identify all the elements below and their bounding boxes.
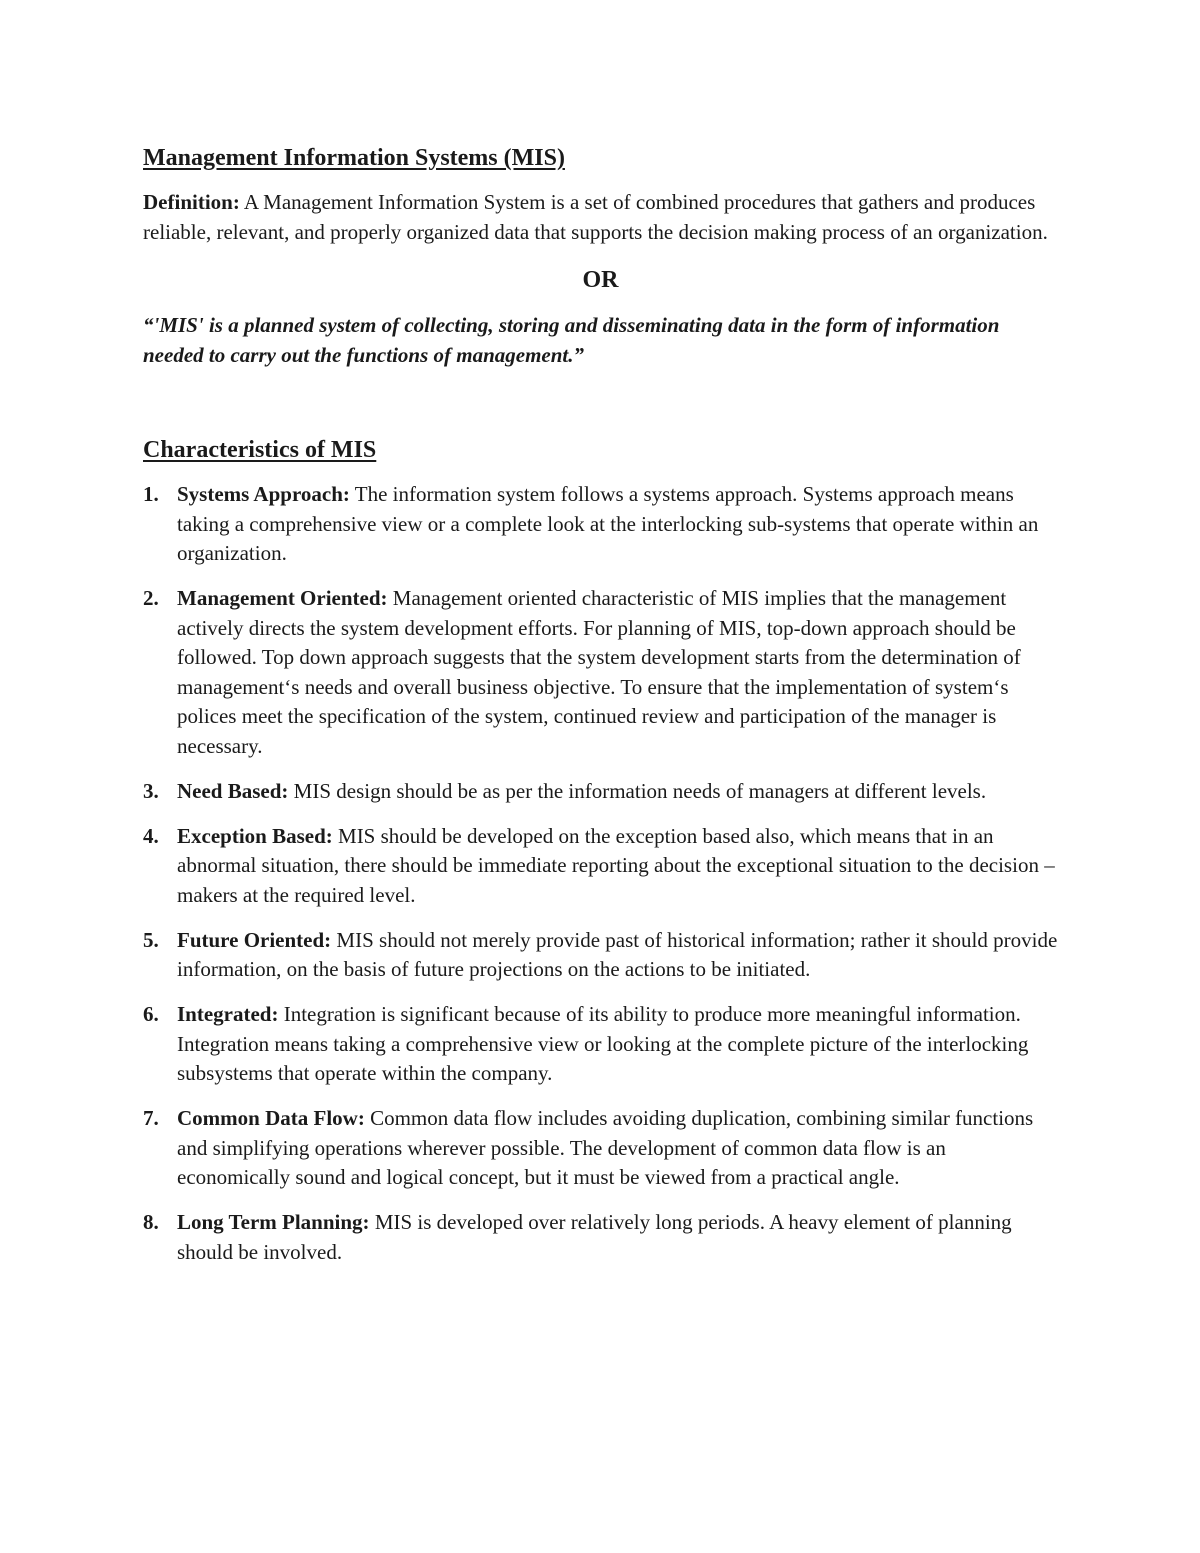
list-item-term: Systems Approach: xyxy=(177,482,350,506)
list-item-term: Future Oriented: xyxy=(177,927,332,952)
list-item xyxy=(143,1000,1058,1089)
characteristics-heading: Characteristics of MIS xyxy=(143,437,377,463)
document-body xyxy=(143,140,1058,1283)
list-item-number: 5. xyxy=(143,927,159,952)
list-item-number: 2. xyxy=(143,586,159,610)
list-item-text: MIS is developed over relatively long periods. A heavy element of planning should be involved. xyxy=(177,1210,1012,1264)
list-item-text: Management oriented characteristic of MIS implies that the management actively directs the system development efforts. For planning of MIS, top-down approach should be followed. Top down approach suggests that the system development starts from the determination of management‘s needs and overall business objective. To ensure that the implementation of system‘s polices meet the specification of the system, continued review and participation of the manager is necessary. xyxy=(177,586,1021,758)
definition-text: A Management Information System is a set of combined procedures that gathers and produces reliable, relevant, and properly organized data that supports the decision making process of an organization. xyxy=(143,190,1048,244)
list-item xyxy=(143,480,1058,569)
list-item-text: MIS design should be as per the information needs of managers at different levels. xyxy=(288,778,987,803)
list-item xyxy=(143,822,1058,911)
list-item-term: Long Term Planning: xyxy=(177,1210,370,1234)
definition-paragraph xyxy=(143,188,1058,247)
list-item-number: 7. xyxy=(143,1106,159,1130)
list-item xyxy=(143,1104,1058,1193)
list-item-number: 3. xyxy=(143,778,159,803)
list-item-text: The information system follows a systems approach. Systems approach means taking a comprehensive view or a complete look at the interlocking sub-systems that operate within an organization. xyxy=(177,482,1039,565)
list-item xyxy=(143,777,1058,807)
list-item xyxy=(143,584,1058,761)
list-item xyxy=(143,1208,1058,1267)
definition-label: Definition: xyxy=(143,190,240,214)
mis-quote: “'MIS' is a planned system of collecting, storing and disseminating data in the form of information needed to carry out the functions of management.” xyxy=(143,313,1000,367)
list-item-term: Management Oriented: xyxy=(177,586,388,610)
list-item-term: Exception Based: xyxy=(177,823,333,848)
characteristics-list xyxy=(143,480,1058,1267)
list-item-text: MIS should not merely provide past of historical information; rather it should provide information, on the basis of future projections on the actions to be initiated. xyxy=(177,927,1058,981)
list-item-number: 8. xyxy=(143,1210,159,1234)
list-item-text: Integration is significant because of its ability to produce more meaningful information. Integration means taking a comprehensive view or looking at the complete picture of the interlocking subsystems that operate within the company. xyxy=(177,1002,1029,1085)
list-item-term: Integrated: xyxy=(177,1002,279,1026)
document-title: Management Information Systems (MIS) xyxy=(143,145,565,171)
list-item-number: 1. xyxy=(143,482,159,506)
or-separator: OR xyxy=(582,267,619,293)
list-item-number: 6. xyxy=(143,1002,159,1026)
list-item-text: Common data flow includes avoiding duplication, combining similar functions and simplifying operations wherever possible. The development of common data flow is an economically sound and logical concept, but it must be viewed from a practical angle. xyxy=(177,1106,1034,1189)
list-item-term: Need Based: xyxy=(177,778,289,803)
list-item-term: Common Data Flow: xyxy=(177,1106,365,1130)
list-item-text: MIS should be developed on the exception based also, which means that in an abnormal situation, there should be immediate reporting about the exceptional situation to the decision –makers at the required level. xyxy=(177,823,1055,907)
list-item xyxy=(143,926,1058,985)
list-item-number: 4. xyxy=(143,823,159,848)
